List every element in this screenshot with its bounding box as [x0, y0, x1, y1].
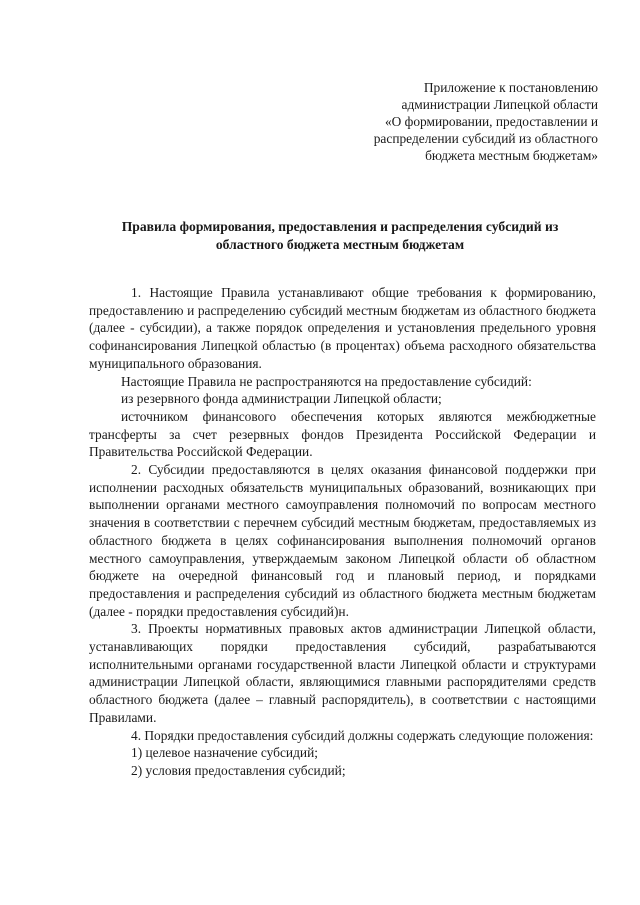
- list-item-2: 2) условия предоставления субсидий;: [131, 762, 346, 778]
- paragraph-4: 4. Порядки предоставления субсидий должны содержать следующие положения:: [131, 727, 594, 743]
- appendix-line: администрации Липецкой области: [401, 97, 598, 112]
- appendix-header: [278, 79, 598, 164]
- title-line: Правила формирования, предоставления и распределения субсидий из: [121, 219, 559, 234]
- appendix-line: распределении субсидий из областного: [373, 131, 598, 146]
- title-line: областного бюджета местным бюджетам: [215, 237, 465, 252]
- paragraph-2: 2. Субсидии предоставляются в целях оказания финансовой поддержки при исполнении расходных обязательств муниципальных образований, возникающих при выполнении органами местного самоуправления полномочий по вопросам местного значения в соответствии с перечнем субсидий местным бюджетам, предоставляемых из областного бюджета в целях софинансирования выполнения полномочий органов местного самоуправления, утверждаемым законом Липецкой области об областном бюджете на очередной финансовый год и плановый период, и порядками предоставления и распределения субсидий из областного бюджета местным бюджетам (далее - порядки предоставления субсидий)н.: [89, 462, 596, 619]
- paragraph-3: 3. Проекты нормативных правовых актов администрации Липецкой области, устанавливающих порядки предоставления субсидий, разрабатываются исполнительными органами государственной власти Липецкой области и структурами администрации Липецкой области, являющимися главными распорядителями средств областного бюджета (далее – главный распорядитель), в соответствии с настоящими Правилами.: [89, 621, 596, 725]
- paragraph-exclusions: Настоящие Правила не распространяются на предоставление субсидий:: [121, 373, 532, 389]
- appendix-line: «О формировании, предоставлении и: [384, 114, 598, 129]
- appendix-line: бюджета местным бюджетам»: [425, 148, 598, 163]
- document-body: [89, 284, 596, 780]
- document-title: [90, 218, 590, 254]
- paragraph-1: 1. Настоящие Правила устанавливают общие требования к формированию, предоставлению и распределению субсидий местным бюджетам из областного бюджета (далее - субсидии), а также порядок определения и установления предельного уровня софинансирования Липецкой областью (в процентах) объема расходного обязательства муниципального образования.: [89, 285, 596, 371]
- list-item-1: 1) целевое назначение субсидий;: [131, 745, 318, 761]
- appendix-line: Приложение к постановлению: [423, 80, 598, 95]
- paragraph-transfers: источником финансового обеспечения которых являются межбюджетные трансферты за счет резервных фондов Президента Российской Федерации и Правительства Российской Федерации.: [89, 408, 596, 460]
- paragraph-reserve-fund: из резервного фонда администрации Липецкой области;: [121, 391, 442, 407]
